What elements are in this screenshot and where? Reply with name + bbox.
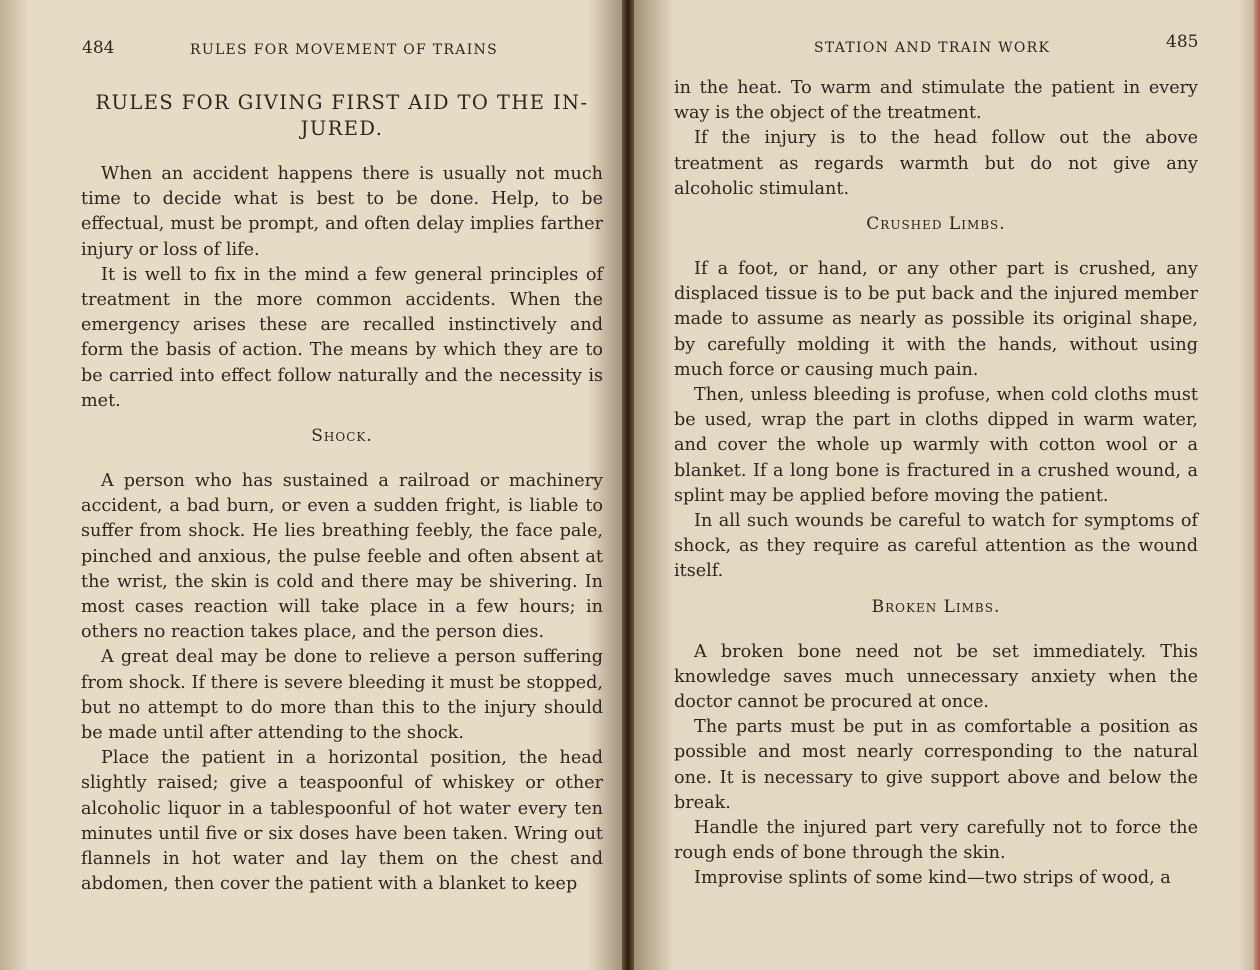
- broken-paragraph-1: A broken bone need not be set immediately. This knowledge saves much unnecessary anxiety when the doctor cannot be procured at once.: [674, 641, 1198, 713]
- left-running-head: RULES FOR MOVEMENT OF TRAINS: [190, 42, 498, 58]
- page-edge: [1254, 0, 1260, 970]
- left-page-number: 484: [82, 38, 115, 58]
- shock-paragraph-3: Place the patient in a horizontal position, the head slightly raised; give a teaspoonful of whiskey or other alcoholic liquor in a tablespoonful of hot water every ten minutes until five or six doses have been taken. Wring out flannels in hot water and lay them on the chest and abdomen, then cover the patient with a blanket to keep: [81, 748, 603, 895]
- continuation-paragraph: in the heat. To warm and stimulate the patient in every way is the object of the treatment.: [674, 78, 1198, 124]
- broken-paragraph-4: Improvise splints of some kind—two strips of wood, a: [694, 868, 1171, 889]
- broken-paragraph-3: Handle the injured part very carefully not to force the rough ends of bone through the skin.: [674, 818, 1198, 864]
- right-running-head: STATION AND TRAIN WORK: [814, 40, 1051, 56]
- book-gutter: [622, 0, 634, 970]
- left-page: [0, 0, 628, 970]
- right-text-block: [674, 76, 1198, 892]
- crushed-paragraph-1: If a foot, or hand, or any other part is crushed, any displaced tissue is to be put back and the injured member made to assume as nearly as possible its original shape, by carefully molding it with the hands, without using much force or causing much pain.: [674, 259, 1198, 380]
- head-injury-paragraph: If the injury is to the head follow out the above treatment as regards warmth but do not give any alcoholic stimulant.: [674, 128, 1198, 199]
- right-page: [628, 0, 1260, 970]
- section-heading-shock: Shock.: [311, 426, 373, 447]
- shock-paragraph-1: A person who has sustained a railroad or machinery accident, a bad burn, or even a sudden fright, is liable to suffer from shock. He lies breathing feebly, the face pale, pinched and anxious, the pulse feeble and often absent at the wrist, the skin is cold and there may be shivering. In most cases reaction will take place in a few hours; in others no reaction takes place, and the person dies.: [81, 471, 603, 643]
- chapter-title: RULES FOR GIVING FIRST AID TO THE IN-JURED.: [95, 91, 589, 140]
- shock-paragraph-2: A great deal may be done to relieve a person suffering from shock. If there is severe bleeding it must be stopped, but no attempt to do more than this to the injury should be made until after attending to the shock.: [81, 647, 603, 744]
- intro-paragraph-2: It is well to fix in the mind a few general principles of treatment in the more common accidents. When the emergency arises these are recalled instinctively and form the basis of action. The means by which they are to be carried into effect follow naturally and the necessity is met.: [81, 264, 603, 411]
- right-page-number: 485: [1166, 32, 1199, 52]
- left-text-block: [81, 90, 603, 897]
- crushed-paragraph-3: In all such wounds be careful to watch for symptoms of shock, as they require as careful attention as the wound itself.: [674, 511, 1198, 582]
- intro-paragraph-1: When an accident happens there is usually not much time to decide what is best to be done. Help, to be effectual, must be prompt, and often delay implies farther injury or loss of life.: [81, 164, 603, 260]
- section-heading-crushed-limbs: Crushed Limbs.: [866, 214, 1006, 235]
- section-heading-broken-limbs: Broken Limbs.: [871, 596, 1001, 617]
- broken-paragraph-2: The parts must be put in as comfortable a position as possible and most nearly corresponding to the natural one. It is necessary to give support above and below the break.: [674, 717, 1198, 813]
- crushed-paragraph-2: Then, unless bleeding is profuse, when cold cloths must be used, wrap the part in cloths dipped in warm water, and cover the whole up warmly with cotton wool or a blanket. If a long bone is fractured in a crushed wound, a splint may be applied before moving the patient.: [674, 385, 1198, 506]
